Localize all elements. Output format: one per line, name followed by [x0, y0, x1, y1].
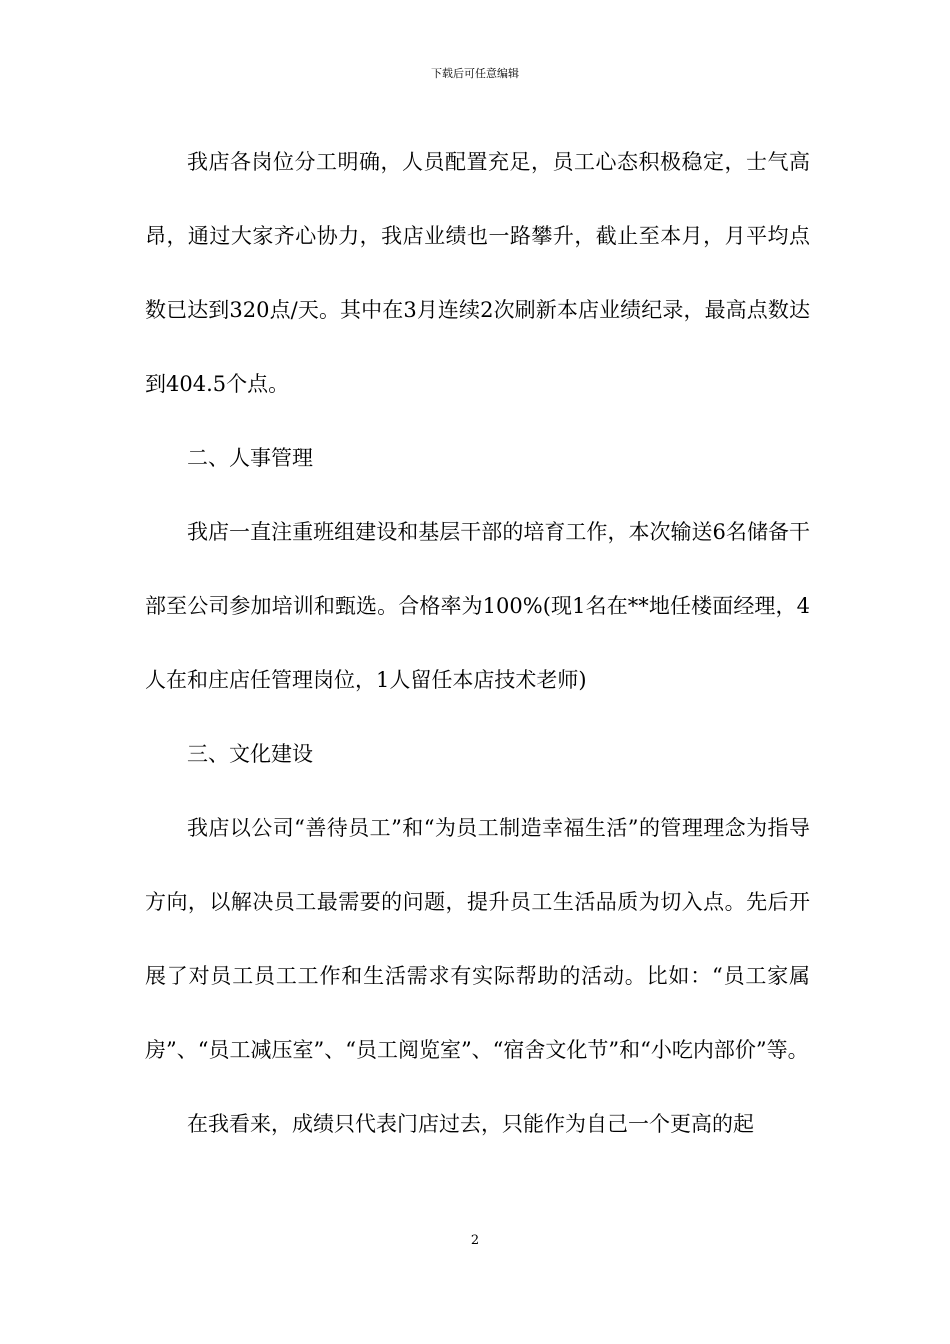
page-header: 下载后可任意编辑: [431, 67, 519, 80]
section-heading-culture: 三、文化建设: [187, 742, 313, 766]
paragraph-conclusion: 在我看来，成绩只代表门店过去，只能作为自己一个更高的起: [187, 1112, 754, 1136]
paragraph-personnel: 我店一直注重班组建设和基层干部的培育工作，本次输送6名储备干部至公司参加培训和甄选。合格率为100%(现1名在**地任楼面经理，4人在和庄店任管理岗位，1人留任本店技术老师): [145, 520, 810, 692]
paragraph-culture: 我店以公司“善待员工”和“为员工制造幸福生活”的管理理念为指导方向，以解决员工最需要的问题，提升员工生活品质为切入点。先后开展了对员工员工工作和生活需求有实际帮助的活动。比如：“员工家属房”、“员工减压室”、“员工阅览室”、“宿舍文化节”和“小吃内部价”等。: [145, 816, 810, 1062]
paragraph-performance: 我店各岗位分工明确，人员配置充足，员工心态积极稳定，士气高昂，通过大家齐心协力，我店业绩也一路攀升，截止至本月，月平均点数已达到320点/天。其中在3月连续2次刷新本店业绩纪录，最高点数达到404.5个点。: [145, 150, 810, 396]
section-heading-personnel: 二、人事管理: [187, 446, 313, 470]
page-number: 2: [470, 1233, 480, 1248]
document-body: [145, 125, 810, 1161]
